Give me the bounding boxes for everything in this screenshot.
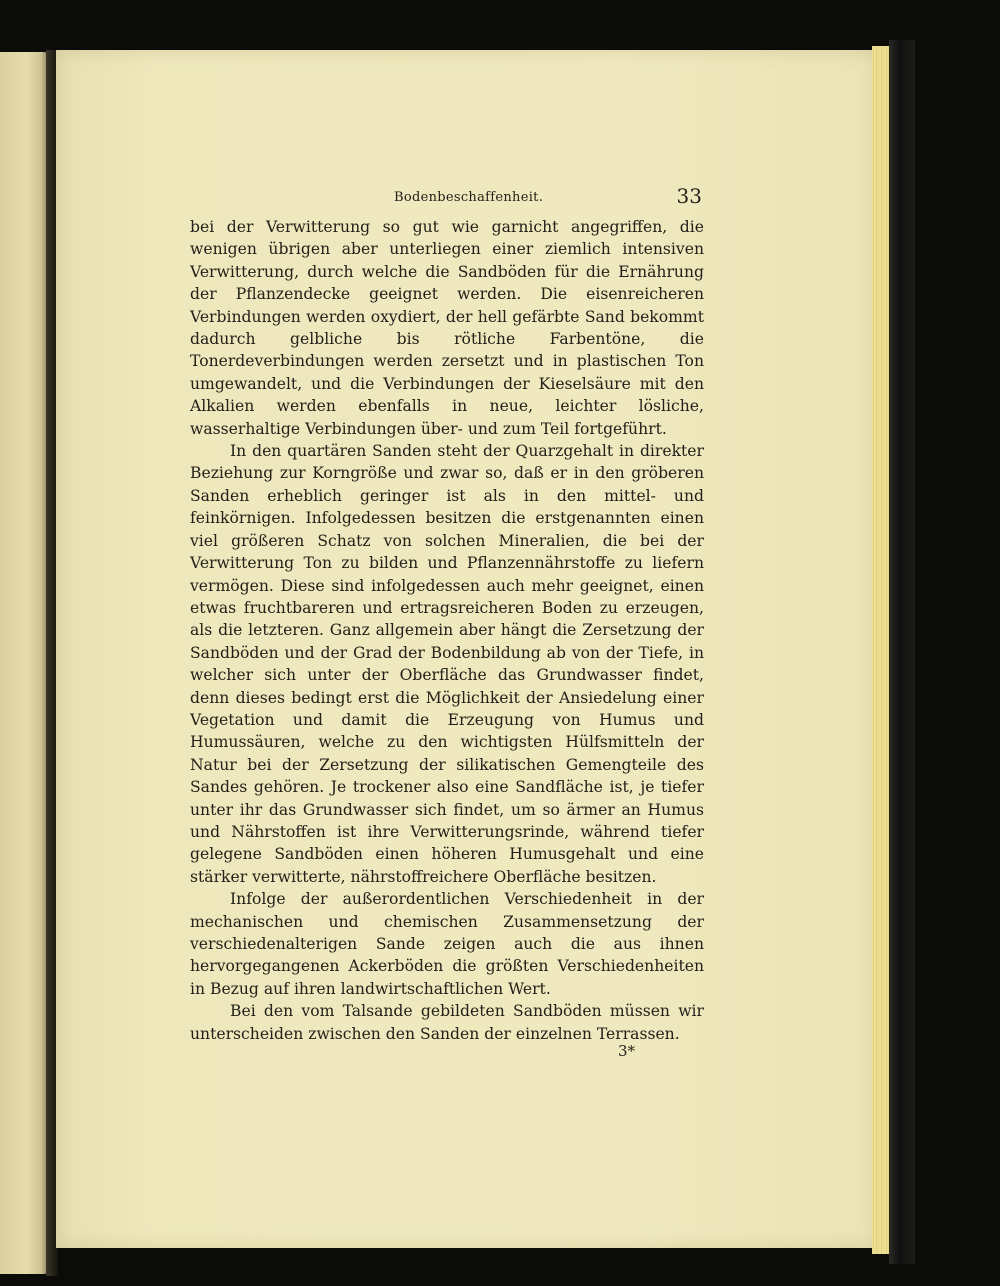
page-content <box>190 184 704 1060</box>
paragraph-verschiedenheit: Infolge der außerordentlichen Verschiedenheit in der mechanischen und chemischen Zusammensetzung der verschiedenalterigen Sande zeigen auch die aus ihnen hervorgegangenen Ackerböden die größten Verschiedenheiten in Bezug auf ihren landwirtschaftlichen Wert. <box>190 890 704 998</box>
running-head <box>190 186 704 216</box>
book-cover-edge <box>889 40 915 1264</box>
body-text <box>190 216 704 1045</box>
signature-mark: 3* <box>618 1042 636 1060</box>
paragraph-talsande: Bei den vom Talsande gebildeten Sandböden müssen wir unterscheiden zwischen den Sanden der einzelnen Terrassen. <box>190 1002 704 1043</box>
running-head-title: Bodenbeschaffenheit. <box>394 190 544 205</box>
left-page-edge <box>0 52 48 1274</box>
paragraph-quartaere-sande: In den quartären Sanden steht der Quarzgehalt in direkter Beziehung zur Korngröße und zwar so, daß er in den gröberen Sanden erheblich geringer ist als in den mittel- und feinkörnigen. Infolgedessen besitzen die erstgenannten einen viel größeren Schatz von solchen Mineralien, die bei der Verwitterung Ton zu bilden und Pflanzennährstoffe zu liefern vermögen. Diese sind infolgedessen auch mehr geeignet, einen etwas fruchtbareren und ertragsreicheren Boden zu erzeugen, als die letzteren. Ganz allgemein aber hängt die Zersetzung der Sandböden und der Grad der Bodenbildung ab von der Tiefe, in welcher sich unter der Oberfläche das Grundwasser findet, denn dieses bedingt erst die Möglichkeit der Ansiedelung einer Vegetation und damit die Erzeugung von Humus und Humussäuren, welche zu den wichtigsten Hülfsmitteln der Natur bei der Zersetzung der silikatischen Gemengteile des Sandes gehören. Je trockener also eine Sandfläche ist, je tiefer unter ihr das Grundwasser sich findet, um so ärmer an Humus und Nährstoffen ist ihre Verwitterungsrinde, während tiefer gelegene Sandböden einen höheren Humusgehalt und eine stärker verwitterte, nährstoffreichere Oberfläche besitzen. <box>190 442 704 886</box>
page-number: 33 <box>676 184 702 208</box>
page-stack-edges <box>872 46 890 1254</box>
paragraph-continued: bei der Verwitterung so gut wie garnicht angegriffen, die wenigen übrigen aber unterliegen einer ziemlich intensiven Verwitterung, durch welche die Sandböden für die Ernährung der Pflanzendecke geeignet werden. Die eisenreicheren Verbindungen werden oxydiert, der hell gefärbte Sand bekommt dadurch gelbliche bis rötliche Farbentöne, die Tonerdeverbindungen werden zersetzt und in plastischen Ton umgewandelt, und die Verbindungen der Kieselsäure mit den Alkalien werden ebenfalls in neue, leichter lösliche, wasserhaltige Verbindungen über- und zum Teil fortgeführt. <box>190 218 704 438</box>
